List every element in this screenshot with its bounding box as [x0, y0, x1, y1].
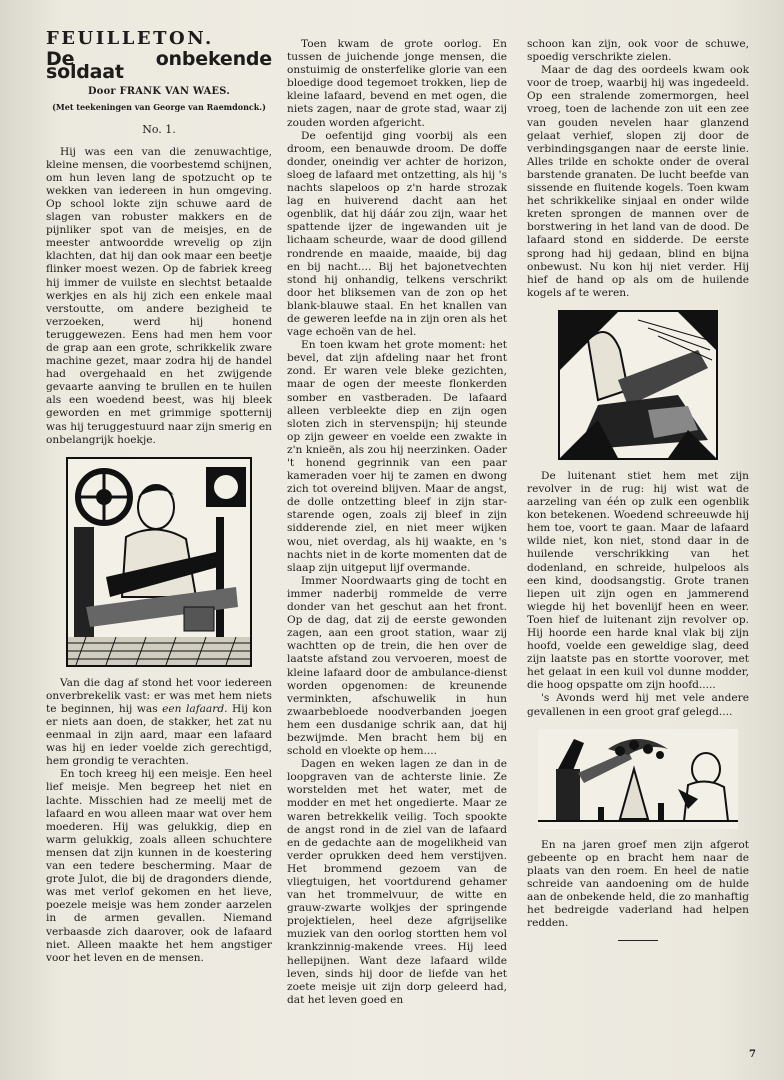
paragraph: schoon kan zijn, ook voor de schuwe, spoedig verschrikte zielen. [527, 38, 749, 64]
paragraph: En toch kreeg hij een meisje. Een heel lief meisje. Men begreep het niet en lachte. Misschien had ze meelij met de lafaard en wou alleen maar wat over hem moederen. Hij was gelukkig, diep en warm gelukkig, zoals alleen schuchtere mensen dat zijn kunnen in de koestering van een tedere bescherming. Maar de grote Julot, die bij de dragonders diende, was met verlof gekomen en het lieve, poezele meisje was hem zonder aarzelen in de armen gevallen. Niemand verbaasde zich daarover, ook de lafaard niet. Alleen maakte het hem angstiger voor het leven en de mensen. [46, 768, 272, 964]
chapter-number: No. 1. [142, 123, 176, 137]
illustration-grave-scene [538, 729, 738, 829]
closing-rule [618, 940, 658, 941]
illustration-factory-worker [66, 457, 252, 667]
paragraph: Hij was een van die zenuwachtige, kleine mensen, die voorbestemd schijnen, om hun leven lang de spotzucht op te wekken van iedereen in hun omgeving. Op school lokte zijn schuwe aard de slagen van robuster makkers en de pijnliker spot van de meisjes, en de meester antwoordde wrevelig op zijn klachten, dat hij dan ook maar een beetje flinker moest wezen. Op de fabriek kreeg hij immer de vuilste en slechtst betaalde werkjes en als hij zich een enkele maal verstoutte, om andere bezigheid te verzoeken, werd hij honend teruggewezen. Eens had men hem voor de grap aan een grote, schrikkelik zware machine gezet, maar zodra hij de handel had overgehaald en het zwijgende gevaarte aanving te brullen en te huilen als een woedend beest, was hij bleek geworden en met grimmige spotternij was hij teruggestuurd naar zijn smerig en onbelangrijk hoekje. [46, 145, 272, 446]
paragraph: Dagen en weken lagen ze dan in de loopgraven van de achterste linie. Ze worstelden met het water, met de modder en met het ongedierte. Maar ze waren betrekkelik veilig. Toch spookte de angst rond in de ziel van de lafaard en de gedachte aan de mogelikheid van verder oprukken deed hem verstijven. Het brommend gezoem van de vliegtuigen, het voortdurend gehamer van het trommelvuur, de witte en grauw-zwarte wolkjes der springende projektielen, heel deze afgrijselike muziek van den oorlog stortten hem vol krankzinnig-makende vrees. Hij leed hellepijnen. Want deze lafaard wilde leven, sinds hij door de liefde van het zoete meisje uit zijn dorp geleerd had, dat het leven goed en [287, 758, 507, 1006]
column-2 [287, 38, 507, 1007]
paragraph: 's Avonds werd hij met vele andere gevallenen in een groot graf gelegd.... [527, 692, 749, 718]
paragraph: Maar de dag des oordeels kwam ook voor de troep, waarbij hij was ingedeeld. Op een stralende zomermorgen, heel vroeg, toen de lachende zon uit een zee van gouden nevelen haar glanzend gelaat verhief, slopen zij door de verbindingsgangen naar de eerste linie. Alles trilde en schokte onder de overal barstende granaten. De lucht beefde van sissende en fluitende kogels. Toen kwam het schrikkelike sinjaal en onder wilde kreten sprongen de mannen over de borstwering in het land van de dood. De lafaard stond en sidderde. De eerste sprong had hij gedaan, blind en bijna onbewust. Nu kon hij niet verder. Hij hief de hand op als om de huilende kogels af te weren. [527, 64, 749, 299]
illustration-credit: (Met teekeningen van George van Raemdonck.) [52, 102, 266, 113]
paragraph: De luitenant stiet hem met zijn revolver in de rug: hij wist wat de aarzeling van één op zulk een ogenblik kon betekenen. Woedend schreeuwde hij hem toe, voort te gaan. Maar de lafaard wilde niet, kon niet, stond daar in de huilende verschrikking van het dodenland, en schreide, hulpeloos als een kind, doodsangstig. Grote tranen liepen uit zijn ogen en jammerend wiegde hij het bovenlijf heen en weer. Toen hief de luitenant zijn revolver op. Hij hoorde een harde knal vlak bij zijn hoofd, voelde een geweldige slag, deed zijn laatste pas en stortte voorover, met het gelaat in een kuil vol dunne modder, die hoog opspatte om zijn hoofd..... [527, 469, 749, 692]
article-headline: De onbekende soldaat [46, 48, 272, 84]
illustration-battlefield [558, 310, 718, 460]
paragraph: En na jaren groef men zijn afgerot gebeente op en bracht hem naar de plaats van den roem. En heel de natie schreide van aandoening om de hulde aan de onbekende held, die zo manhaftig het bedreigde vaderland had helpen redden. [527, 838, 749, 930]
section-title: FEUILLETON. [46, 28, 214, 49]
paragraph: Immer Noordwaarts ging de tocht en immer naderbij rommelde de verre donder van het geschut aan het front. Op de dag, dat zij de eerste gewonden zagen, aan een groot station, waar zij wachtten op de trein, die hen over de laatste afstand zou vervoeren, moest de kleine lafaard door de ambulance-dienst worden opgenomen: de kreunende verminkten, afschuwelik in hun zwaarbebloede noodverbanden joegen hem een dusdanige schrik aan, dat hij bezwijmde. Men bracht hem bij en schold en vloekte op hem.... [287, 574, 507, 758]
column-3 [527, 38, 749, 941]
paragraph: En toen kwam het grote moment: het bevel, dat zijn afdeling naar het front zond. Er waren vele bleke gezichten, maar de ogen der meeste flonkerden somber en vastberaden. De lafaard alleen verbleekte diep en zijn ogen sloten zich in stervenspijn; hij steunde op zijn geweer en voelde een zwakte in z'n knieën, als zou hij neerzinken. Oader 't honend gegrinnik van een paar kameraden voer hij te zamen en dwong zich tot overeind blijven. Maar de angst, de dolle ontzetting bleef in zijn star-starende ogen, zoals zij bleef in zijn sidderende ziel, en niet meer wijken wou, niet overdag, als hij waakte, en 's nachts niet in de korte momenten dat de slaap zijn uitgeput lijf overmande. [287, 339, 507, 574]
column-1 [46, 28, 272, 965]
page-number: 7 [749, 1049, 756, 1060]
paragraph: Van die dag af stond het voor iedereen onverbrekelik vast: er was met hem niets te beginnen, hij was een lafaard. Hij kon er niets aan doen, de stakker, het zat nu eenmaal in zijn aard, maar een lafaard was hij en ieder voelde zich gerechtigd, hem grondig te verachten. [46, 676, 272, 768]
paragraph: De oefentijd ging voorbij als een droom, een benauwde droom. De doffe donder, oneindig ver achter de horizon, sloeg de lafaard met ontzetting, als hij 's nachts slapeloos op z'n harde strozak lag en huiverend dacht aan het ogenblik, dat hij dáár zou zijn, waar het spattende ijzer de ingewanden uit je lichaam scheurde, waar de dood gillend rondrende en maaide, maaide, bij dag en bij nacht.... Bij het bajonetvechten stond hij onhandig, telkens verschrikt door het bliksemen van de zon op het blank-blauwe staal. En het knallen van de geweren leefde na in zijn oren als het vage echoën van de hel. [287, 129, 507, 339]
paragraph: Toen kwam de grote oorlog. En tussen de juichende jonge mensen, die onstuimig de onsterfelike glorie van een bloedige dood tegemoet trokken, liep de kleine lafaard, bevend en met ogen, die niets zagen, naar de grote stad, waar zij zouden worden afgericht. [287, 38, 507, 129]
byline: Door FRANK VAN WAES. [87, 86, 231, 98]
